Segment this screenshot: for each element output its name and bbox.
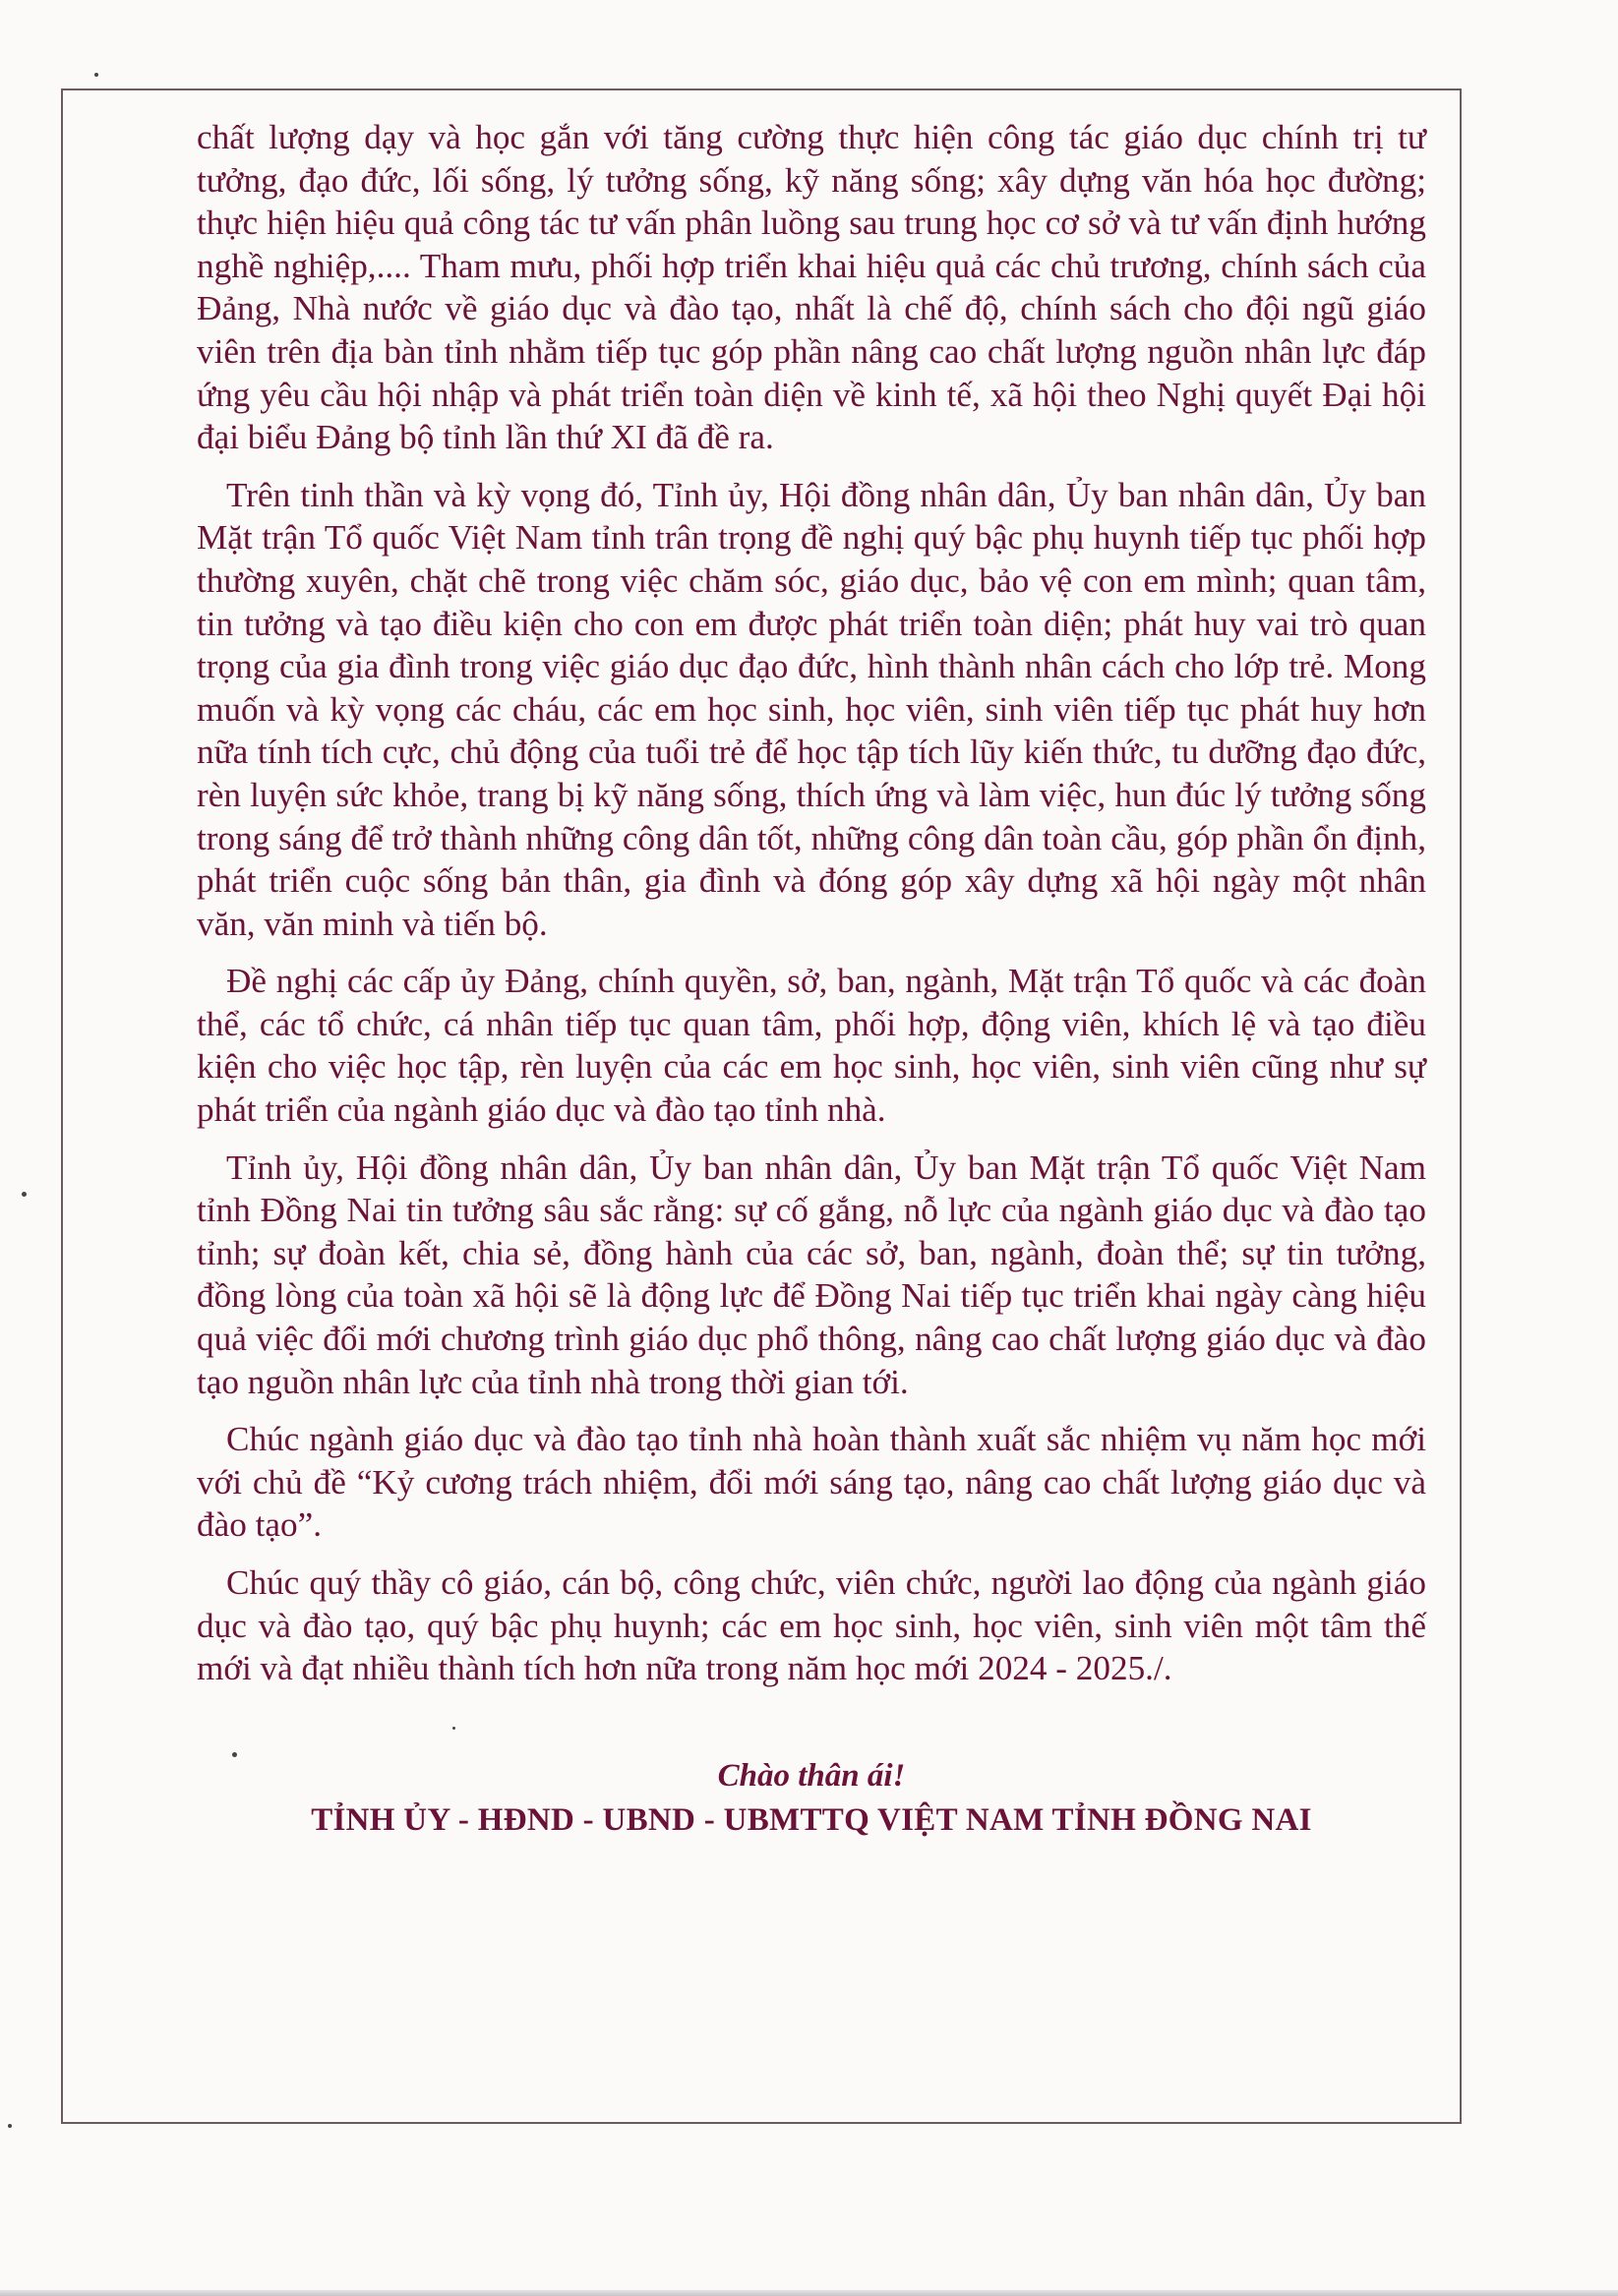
scan-speck [22,1192,27,1197]
scan-speck [232,1752,237,1757]
paragraph-3: Đề nghị các cấp ủy Đảng, chính quyền, sở, ban, ngành, Mặt trận Tổ quốc và các đoàn thể, các tổ chức, cá nhân tiếp tục quan tâm, phối hợp, động viên, khích lệ và tạo điều kiện cho việc học tập, rèn luyện của các em học sinh, học viên, sinh viên cũng như sự phát triển của ngành giáo dục và đào tạo tỉnh nhà. [197,962,1426,1130]
scan-edge [0,2290,1618,2296]
paragraph-5: Chúc ngành giáo dục và đào tạo tỉnh nhà hoàn thành xuất sắc nhiệm vụ năm học mới với chủ đề “Kỷ cương trách nhiệm, đổi mới sáng tạo, nâng cao chất lượng giáo dục và đào tạo”. [197,1420,1426,1545]
letter-body [197,116,1426,1705]
closing-greeting: Chào thân ái! [717,1758,906,1794]
paragraph-4: Tỉnh ủy, Hội đồng nhân dân, Ủy ban nhân dân, Ủy ban Mặt trận Tổ quốc Việt Nam tỉnh Đồng Nai tin tưởng sâu sắc rằng: sự cố gắng, nỗ lực của ngành giáo dục và đào tạo tỉnh; sự đoàn kết, chia sẻ, đồng hành của các sở, ban, ngành, đoàn thể; sự tin tưởng, đồng lòng của toàn xã hội sẽ là động lực để Đồng Nai tiếp tục triển khai ngày càng hiệu quả việc đổi mới chương trình giáo dục phổ thông, nâng cao chất lượng giáo dục và đào tạo nguồn nhân lực của tỉnh nhà trong thời gian tới. [197,1148,1426,1401]
paragraph-6: Chúc quý thầy cô giáo, cán bộ, công chức, viên chức, người lao động của ngành giáo dục và đào tạo, quý bậc phụ huynh; các em học sinh, học viên, sinh viên một tâm thế mới và đạt nhiều thành tích hơn nữa trong năm học mới 2024 - 2025./. [197,1563,1426,1688]
sign-off-block [197,1754,1426,1843]
scan-speck [94,73,98,77]
scan-speck [8,2124,12,2128]
scan-speck [452,1727,455,1730]
paragraph-1: chất lượng dạy và học gắn với tăng cường thực hiện công tác giáo dục chính trị tư tưởng, đạo đức, lối sống, lý tưởng sống, kỹ năng sống; xây dựng văn hóa học đường; thực hiện hiệu quả công tác tư vấn phân luồng sau trung học cơ sở và tư vấn định hướng nghề nghiệp,.... Tham mưu, phối hợp triển khai hiệu quả các chủ trương, chính sách của Đảng, Nhà nước về giáo dục và đào tạo, nhất là chế độ, chính sách cho đội ngũ giáo viên trên địa bàn tỉnh nhằm tiếp tục góp phần nâng cao chất lượng nguồn nhân lực đáp ứng yêu cầu hội nhập và phát triển toàn diện về kinh tế, xã hội theo Nghị quyết Đại hội đại biểu Đảng bộ tỉnh lần thứ XI đã đề ra. [197,118,1426,457]
paragraph-2: Trên tinh thần và kỳ vọng đó, Tỉnh ủy, Hội đồng nhân dân, Ủy ban nhân dân, Ủy ban Mặt trận Tổ quốc Việt Nam tỉnh trân trọng đề nghị quý bậc phụ huynh tiếp tục phối hợp thường xuyên, chặt chẽ trong việc chăm sóc, giáo dục, bảo vệ con em mình; quan tâm, tin tưởng và tạo điều kiện cho con em được phát triển toàn diện; phát huy vai trò quan trọng của gia đình trong việc giáo dục đạo đức, hình thành nhân cách cho lớp trẻ. Mong muốn và kỳ vọng các cháu, các em học sinh, học viên, sinh viên tiếp tục phát huy hơn nữa tính tích cực, chủ động của tuổi trẻ để học tập tích lũy kiến thức, tu dưỡng đạo đức, rèn luyện sức khỏe, trang bị kỹ năng sống, thích ứng và làm việc, hun đúc lý tưởng sống trong sáng để trở thành những công dân tốt, những công dân toàn cầu, góp phần ổn định, phát triển cuộc sống bản thân, gia đình và đóng góp xây dựng xã hội ngày một nhân văn, văn minh và tiến bộ. [197,475,1426,943]
signatory-line: TỈNH ỦY - HĐND - UBND - UBMTTQ VIỆT NAM TỈNH ĐỒNG NAI [311,1802,1312,1838]
